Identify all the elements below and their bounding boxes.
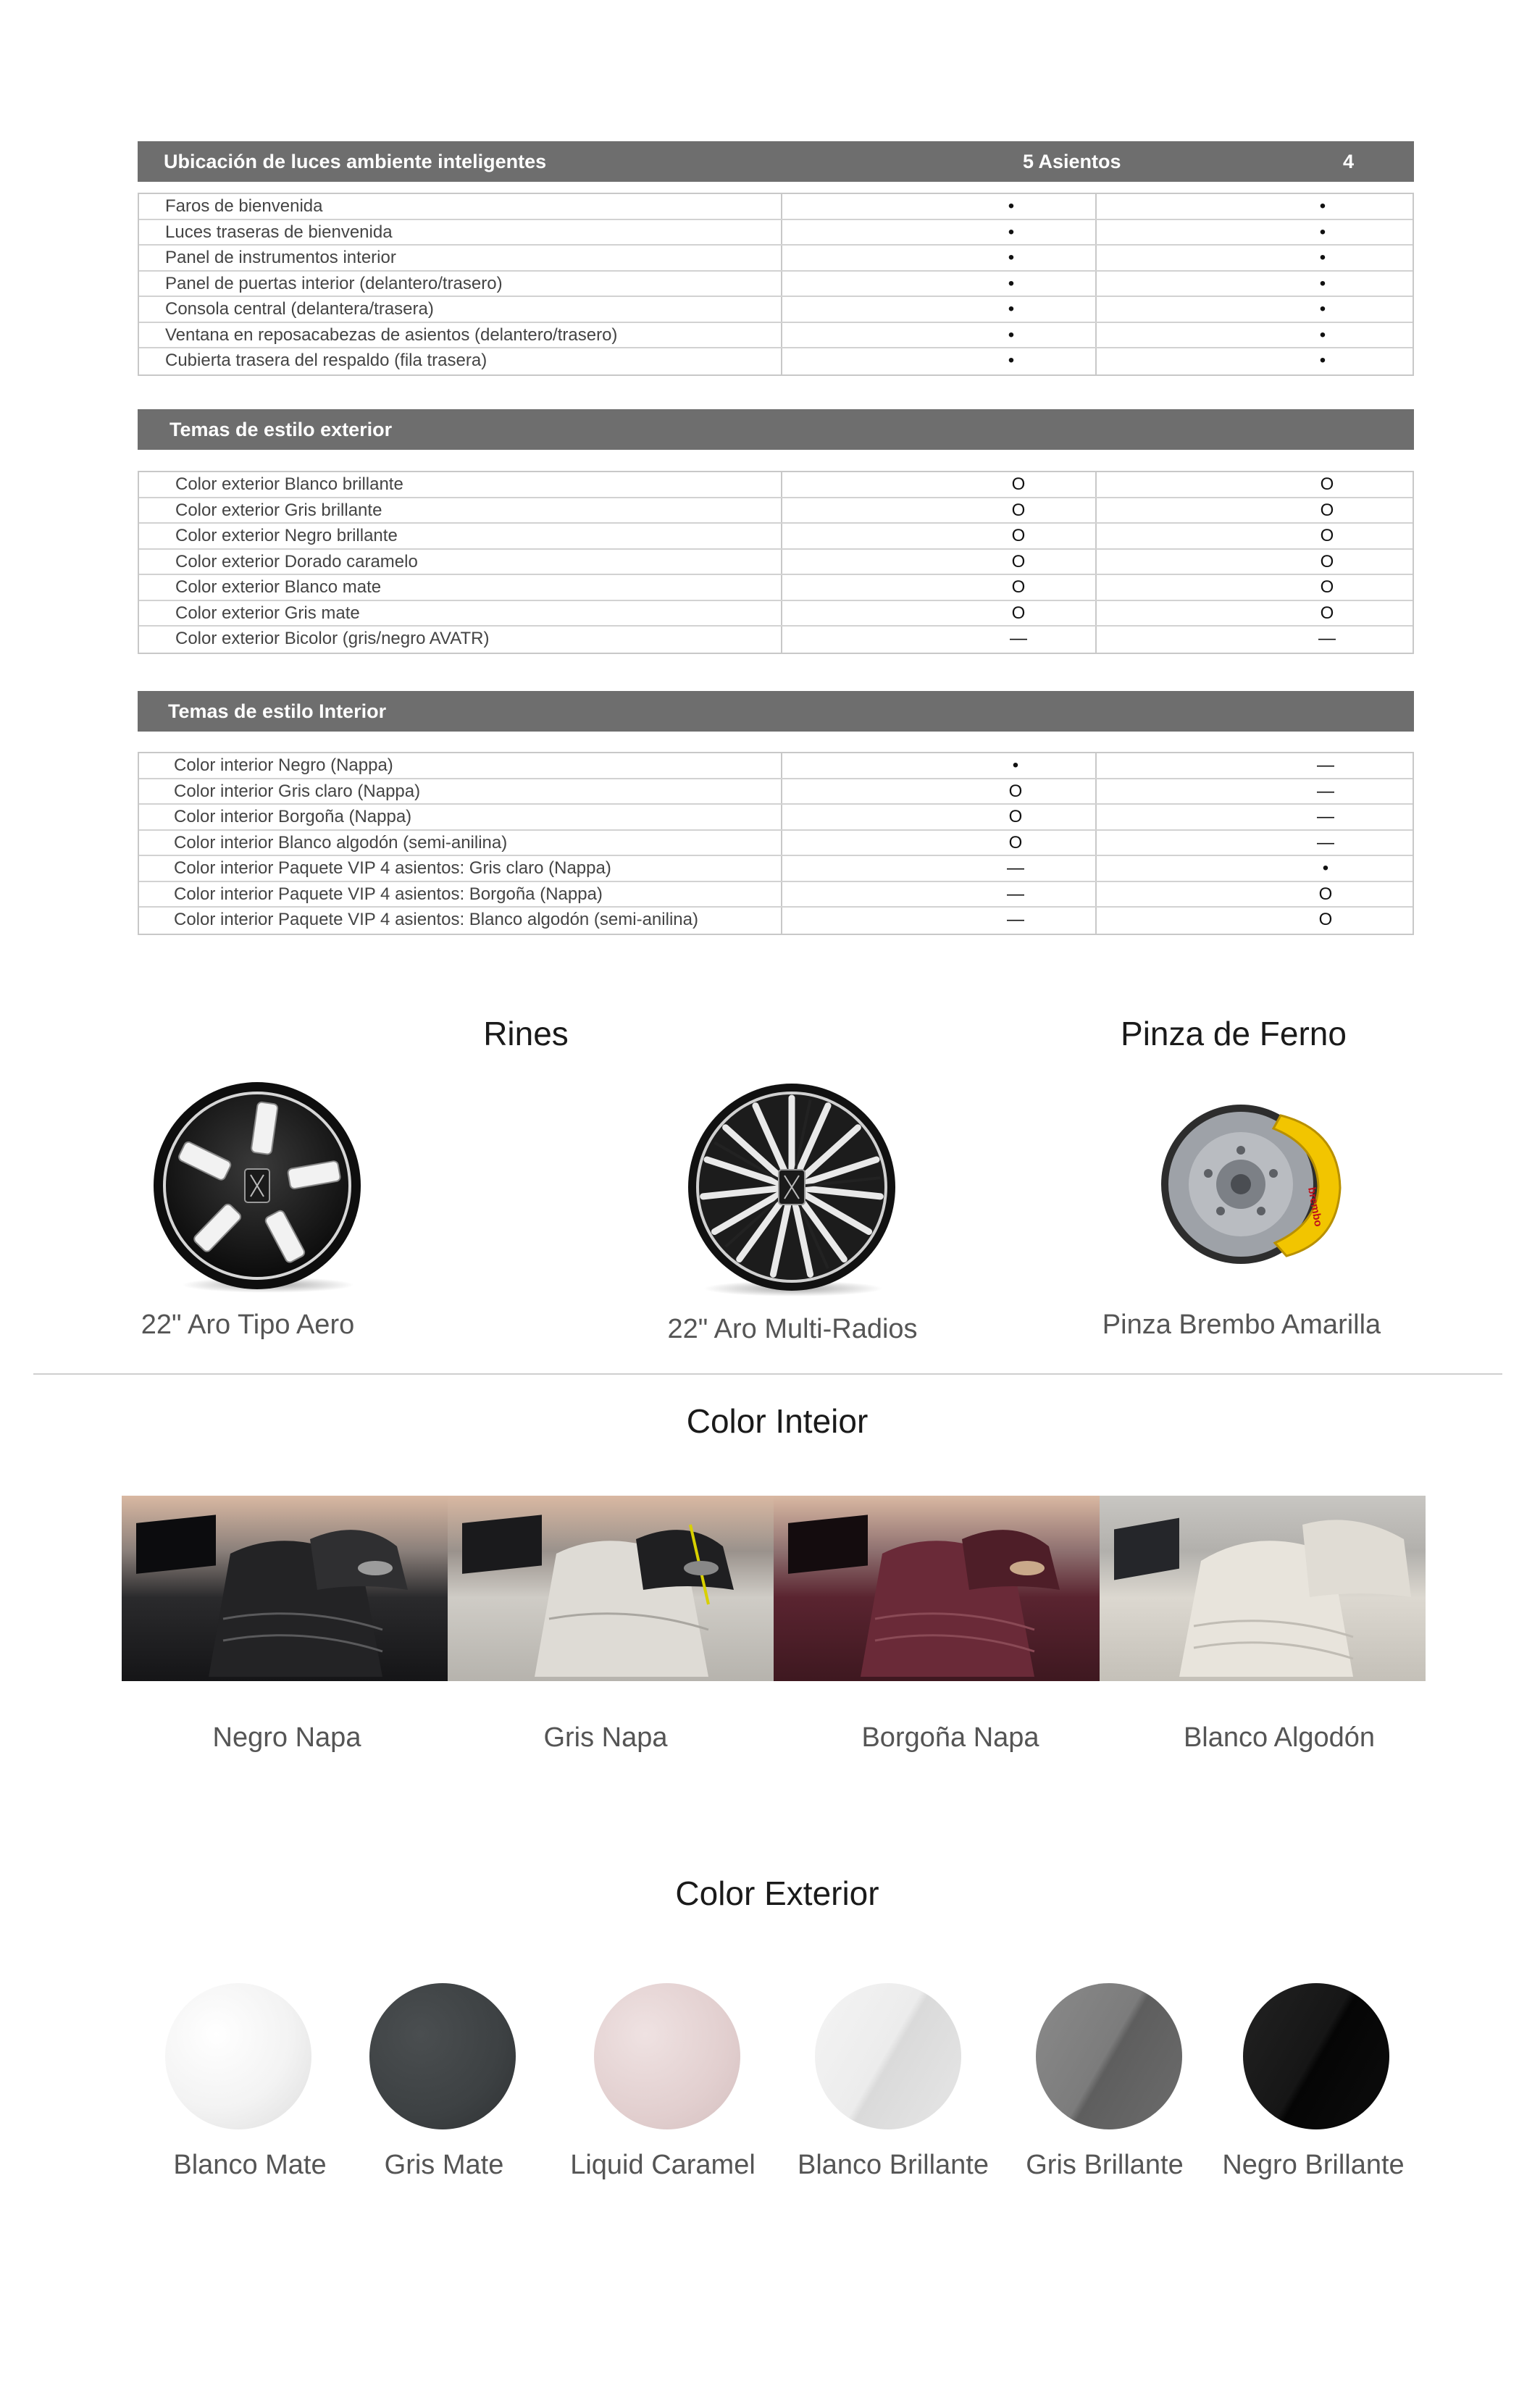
row-value-5: O (1008, 781, 1023, 801)
row-value-5: O (1011, 500, 1026, 520)
ambient-table-title: Ubicación de luces ambiente inteligentes (164, 151, 547, 172)
interior-caption-gris: Gris Napa (543, 1722, 668, 1753)
row-value-4: — (1317, 832, 1334, 853)
table-row (139, 348, 1413, 374)
row-value-4: • (1322, 858, 1329, 878)
row-value-5: O (1011, 603, 1026, 623)
row-value-4: O (1318, 884, 1333, 904)
row-value-5: O (1008, 832, 1023, 853)
table-row (139, 498, 1413, 524)
table-row (139, 272, 1413, 298)
table-row (139, 575, 1413, 601)
row-value-5: — (1007, 910, 1024, 929)
exterior-caption-negro-brillante: Negro Brillante (1222, 2150, 1405, 2180)
row-label: Color interior Paquete VIP 4 asientos: Blanco algodón (semi-anilina) (174, 910, 698, 929)
exterior-caption-blanco-brillante: Blanco Brillante (797, 2150, 989, 2180)
table-row (139, 601, 1413, 627)
row-label: Ventana en reposacabezas de asientos (delantero/trasero) (165, 324, 618, 345)
aero-wheel-caption: 22" Aro Tipo Aero (141, 1310, 355, 1340)
column-5-asientos: 5 Asientos (1023, 151, 1121, 172)
row-value-4: — (1318, 629, 1336, 648)
interior-photo-borgona (774, 1496, 1100, 1681)
pinza-caption: Pinza Brembo Amarilla (1102, 1310, 1381, 1340)
table-row (139, 908, 1413, 934)
row-value-5: — (1007, 884, 1024, 904)
row-value-4: • (1319, 351, 1326, 370)
rines-title: Rines (483, 1015, 569, 1052)
row-label: Consola central (delantera/trasera) (165, 299, 434, 319)
row-value-5: — (1007, 858, 1024, 878)
table-row (139, 550, 1413, 576)
exterior-themes-header (138, 409, 1414, 450)
row-value-5: • (1008, 248, 1015, 267)
row-value-5: O (1008, 807, 1023, 826)
row-label: Luces traseras de bienvenida (165, 222, 393, 242)
row-label: Color interior Borgoña (Nappa) (174, 807, 412, 826)
row-value-4: O (1320, 551, 1334, 571)
row-value-4: • (1319, 248, 1326, 267)
row-value-4: O (1320, 577, 1334, 597)
row-label: Cubierta trasera del respaldo (fila trasera) (165, 351, 487, 370)
swatch-blanco-mate[interactable] (165, 1983, 311, 2129)
row-value-4: — (1317, 781, 1334, 801)
row-value-4: • (1319, 196, 1326, 216)
table-row (139, 856, 1413, 882)
exterior-caption-blanco-mate: Blanco Mate (173, 2150, 327, 2180)
row-value-5: • (1012, 755, 1019, 775)
pinza-title: Pinza de Ferno (1121, 1015, 1347, 1052)
row-label: Color exterior Blanco brillante (175, 474, 403, 494)
exterior-themes-title: Temas de estilo exterior (170, 419, 393, 440)
swatch-negro-brillante[interactable] (1243, 1983, 1389, 2129)
table-row (139, 882, 1413, 908)
row-value-4: • (1319, 222, 1326, 242)
table-row (139, 220, 1413, 246)
section-divider (33, 1373, 1502, 1375)
exterior-caption-liquid-caramel: Liquid Caramel (570, 2150, 756, 2180)
row-value-4: O (1320, 474, 1334, 494)
row-label: Color exterior Blanco mate (175, 577, 382, 597)
table-row (139, 627, 1413, 653)
table-row (139, 805, 1413, 831)
row-value-5: • (1008, 324, 1015, 345)
row-value-4: O (1318, 910, 1333, 929)
exterior-caption-gris-mate: Gris Mate (384, 2150, 504, 2180)
interior-caption-blanco: Blanco Algodón (1183, 1722, 1376, 1753)
exterior-caption-gris-brillante: Gris Brillante (1026, 2150, 1184, 2180)
interior-color-title: Color Inteior (686, 1402, 869, 1440)
swatch-gris-mate[interactable] (369, 1983, 516, 2129)
row-label: Color exterior Gris mate (175, 603, 360, 623)
row-value-4: • (1319, 273, 1326, 293)
row-label: Color exterior Dorado caramelo (175, 551, 418, 571)
row-value-5: O (1011, 526, 1026, 545)
exterior-color-title: Color Exterior (675, 1875, 879, 1912)
row-label: Color interior Blanco algodón (semi-anilina) (174, 832, 508, 853)
row-value-4: O (1320, 526, 1334, 545)
column-4-asientos: 4 Asientos (1343, 151, 1426, 213)
row-value-5: • (1008, 351, 1015, 370)
row-value-5: • (1008, 222, 1015, 242)
row-value-4: — (1317, 807, 1334, 826)
swatch-gris-brillante[interactable] (1036, 1983, 1182, 2129)
row-label: Color exterior Bicolor (gris/negro AVATR) (175, 629, 490, 648)
row-value-5: • (1008, 273, 1015, 293)
interior-caption-borgona: Borgoña Napa (861, 1722, 1039, 1753)
interior-themes-table (138, 752, 1414, 935)
row-label: Color interior Negro (Nappa) (174, 755, 393, 775)
row-value-4: O (1320, 603, 1334, 623)
row-label: Panel de instrumentos interior (165, 248, 396, 267)
interior-themes-header (138, 691, 1414, 732)
row-value-5: O (1011, 474, 1026, 494)
brembo-caliper-image (1158, 1101, 1346, 1268)
interior-themes-title: Temas de estilo Interior (168, 700, 387, 722)
interior-caption-negro: Negro Napa (212, 1722, 361, 1753)
swatch-blanco-brillante[interactable] (815, 1983, 961, 2129)
ambient-table (138, 193, 1414, 376)
row-label: Color interior Gris claro (Nappa) (174, 781, 421, 801)
interior-photo-gris (448, 1496, 774, 1681)
row-value-5: O (1011, 577, 1026, 597)
row-label: Color interior Paquete VIP 4 asientos: Gris claro (Nappa) (174, 858, 611, 878)
interior-photo-negro (122, 1496, 448, 1681)
table-row (139, 297, 1413, 323)
aero-wheel-image (152, 1081, 362, 1291)
table-row (139, 831, 1413, 857)
exterior-themes-table (138, 471, 1414, 654)
row-label: Faros de bienvenida (165, 196, 323, 216)
table-row (139, 472, 1413, 498)
row-value-5: O (1011, 551, 1026, 571)
row-label: Color exterior Gris brillante (175, 500, 382, 520)
row-label: Panel de puertas interior (delantero/trasero) (165, 273, 503, 293)
row-value-5: • (1008, 299, 1015, 319)
brembo-logo-text: brembo (1305, 1186, 1325, 1228)
row-value-4: — (1317, 755, 1334, 775)
swatch-liquid-caramel[interactable] (594, 1983, 740, 2129)
table-row (139, 246, 1413, 272)
table-row (139, 323, 1413, 349)
row-value-4: • (1319, 299, 1326, 319)
multi-spoke-wheel-caption: 22" Aro Multi-Radios (667, 1314, 918, 1344)
table-row (139, 779, 1413, 805)
table-row (139, 753, 1413, 779)
row-value-4: O (1320, 500, 1334, 520)
row-value-4: • (1319, 324, 1326, 345)
row-label: Color interior Paquete VIP 4 asientos: Borgoña (Nappa) (174, 884, 603, 904)
table-row (139, 194, 1413, 220)
row-label: Color exterior Negro brillante (175, 526, 398, 545)
row-value-5: — (1010, 629, 1027, 648)
row-value-5: • (1008, 196, 1015, 216)
interior-photo-blanco (1100, 1496, 1426, 1681)
multi-spoke-wheel-image (687, 1082, 897, 1292)
table-row (139, 524, 1413, 550)
